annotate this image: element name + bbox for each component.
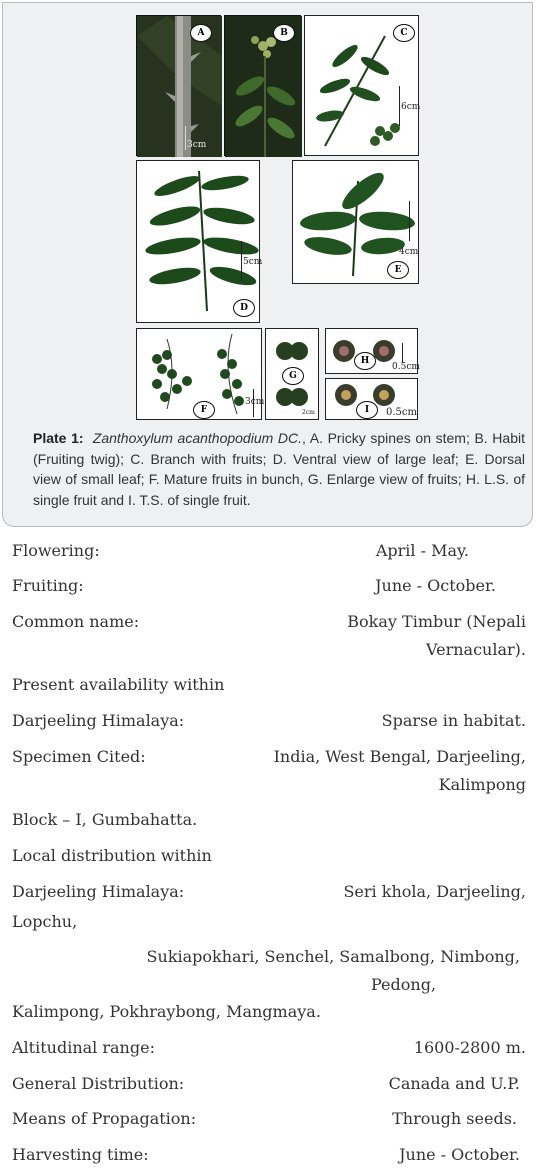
- row-key: Fruiting:: [12, 576, 84, 595]
- scale-label: 6cm: [401, 102, 421, 112]
- row-key: Block – I, Gumbahatta.: [12, 810, 198, 829]
- row-key: Harvesting time:: [12, 1145, 149, 1164]
- row-key: Lopchu,: [12, 912, 78, 931]
- photo-d-large-leaf: [136, 160, 263, 323]
- row-key: Local distribution within: [12, 846, 212, 865]
- plate-caption: [33, 428, 525, 510]
- row-key: Darjeeling Himalaya:: [12, 882, 185, 901]
- row-key: Specimen Cited:: [12, 747, 146, 766]
- row-pedong: Pedong,: [371, 975, 437, 994]
- row-value: Vernacular).: [426, 640, 526, 659]
- caption-species: Zanthoxylum acanthopodium DC.: [92, 430, 303, 446]
- scale-bar: [409, 201, 410, 241]
- scale-label: 5cm: [243, 257, 263, 267]
- row-key: Kalimpong, Pokhraybong, Mangmaya.: [12, 1002, 321, 1021]
- row-key: General Distribution:: [12, 1074, 185, 1093]
- row-value: Sukiapokhari, Senchel, Samalbong, Nimbong,: [146, 947, 520, 966]
- panel-label-i: I: [356, 401, 378, 419]
- row-value: Through seeds.: [392, 1109, 517, 1128]
- row-value: Kalimpong: [438, 775, 526, 794]
- scale-bar: [185, 126, 186, 150]
- row-value: Bokay Timbur (Nepali: [347, 612, 526, 631]
- row-value: April - May.: [375, 541, 469, 560]
- row-value: June - October.: [375, 576, 496, 595]
- caption-lead: Plate 1:: [33, 430, 84, 446]
- panel-label-h: H: [354, 352, 376, 370]
- caption-text: , A. Pricky spines on stem; B. Habit (Fruiting twig); C. Branch with fruits; D. Ventral view of large leaf; E. Dorsal view of small leaf; F. Mature fruits in bunch, G. Enlarge view of fruits; H. L.S. of single fruit and I. T.S. of single fruit.: [33, 430, 525, 508]
- row-value: June - October.: [399, 1145, 520, 1164]
- photo-c-branch-fruits: [304, 15, 419, 156]
- scale-label: 2cm: [302, 409, 315, 416]
- row-key: Flowering:: [12, 541, 100, 560]
- row-key: Altitudinal range:: [12, 1038, 155, 1057]
- scale-bar: [399, 86, 400, 126]
- panel-label-d: D: [233, 299, 255, 317]
- row-value: Canada and U.P.: [388, 1074, 520, 1093]
- row-value: Sparse in habitat.: [381, 711, 526, 730]
- panel-label-e: E: [387, 261, 409, 279]
- row-key: Darjeeling Himalaya:: [12, 711, 185, 730]
- scale-label: 0.5cm: [392, 362, 420, 372]
- panel-label-a: A: [190, 24, 212, 42]
- photo-i-fruit-ts: [325, 378, 418, 420]
- photo-e-small-leaf: [292, 160, 419, 284]
- scale-label: 3cm: [187, 140, 207, 150]
- photo-b-fruiting-twig: [224, 15, 301, 156]
- panel-label-g: G: [282, 367, 304, 385]
- photo-g-enlarged-fruits: [265, 328, 319, 420]
- photo-h-fruit-ls: [325, 328, 418, 374]
- photo-f-fruit-bunch: [136, 328, 265, 420]
- row-value: 1600-2800 m.: [413, 1038, 526, 1057]
- scale-label: 4cm: [399, 247, 419, 257]
- scale-label: 3cm: [245, 397, 265, 407]
- row-key: Common name:: [12, 612, 140, 631]
- scale-bar: [241, 241, 242, 281]
- panel-label-c: C: [393, 24, 415, 42]
- panel-label-b: B: [273, 24, 295, 42]
- row-value: India, West Bengal, Darjeeling,: [273, 747, 526, 766]
- panel-label-f: F: [193, 401, 215, 419]
- row-value: Seri khola, Darjeeling,: [343, 882, 526, 901]
- row-key: Means of Propagation:: [12, 1109, 197, 1128]
- row-key: Present availability within: [12, 675, 225, 694]
- figure-plate: [2, 2, 533, 527]
- scale-bar: [402, 343, 403, 363]
- photo-a-stem-spines: [136, 15, 221, 156]
- scale-label: 0.5cm: [386, 407, 417, 418]
